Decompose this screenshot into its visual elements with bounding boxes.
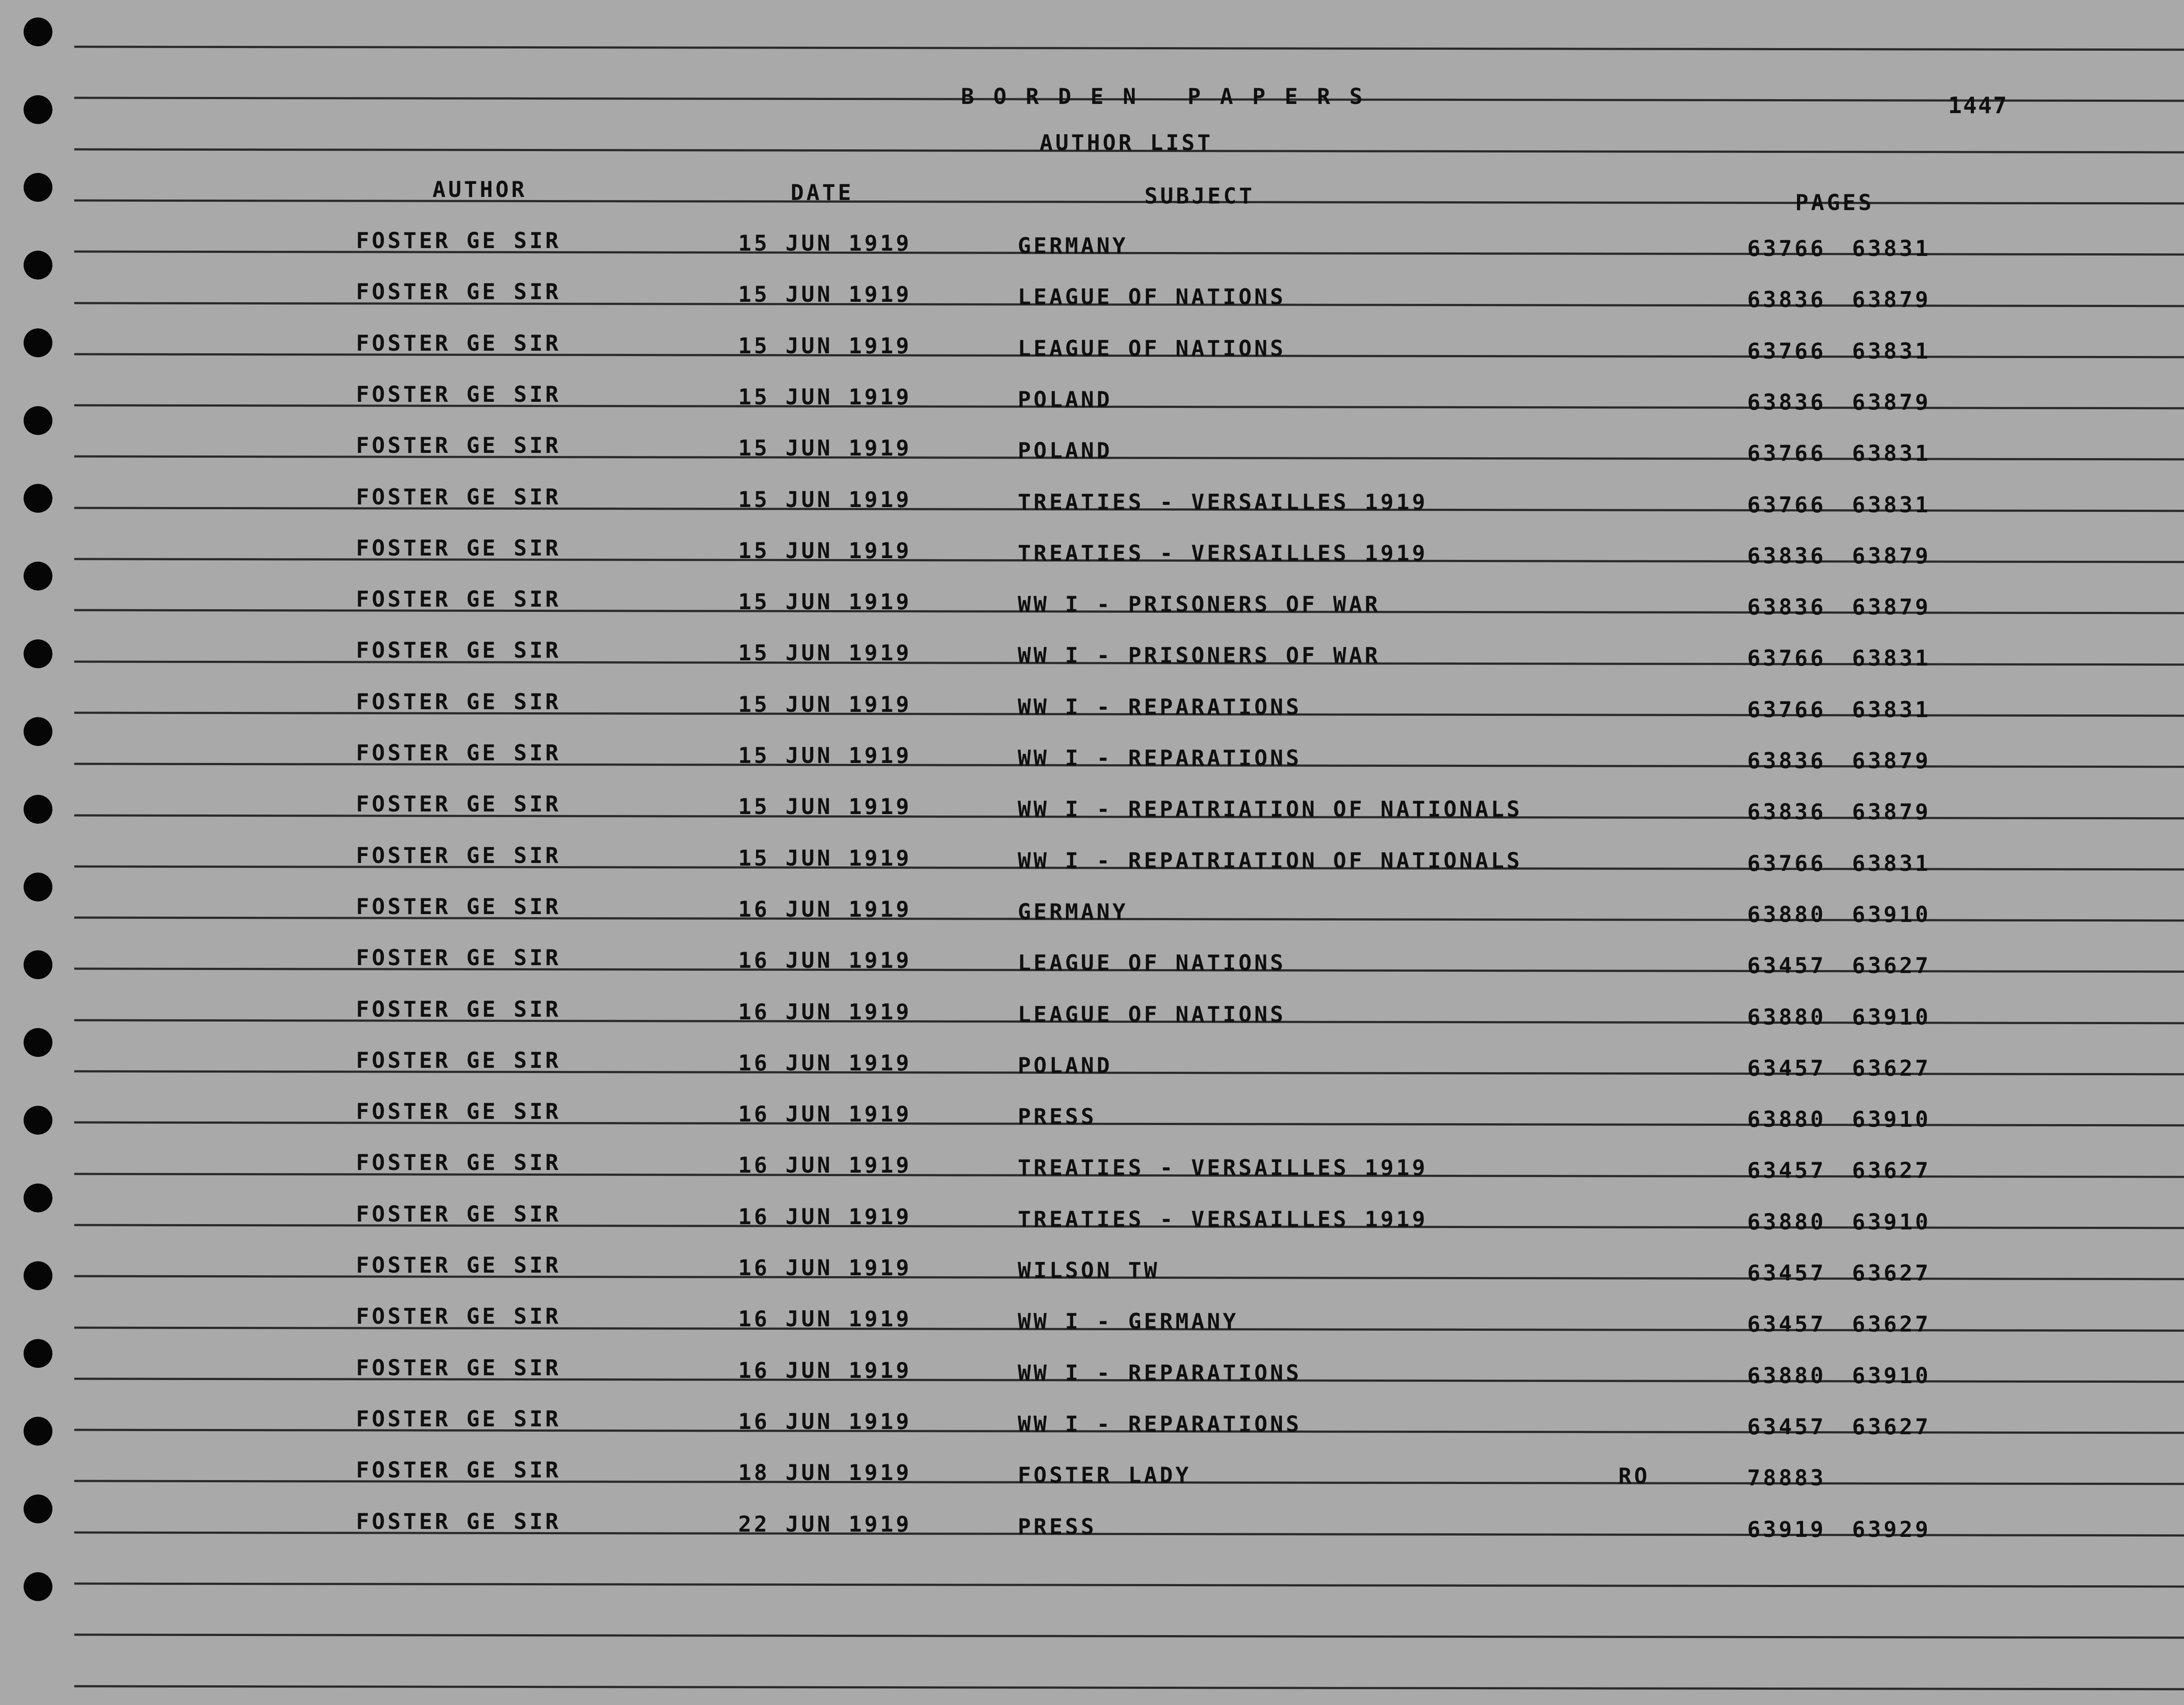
page-to-cell: 63627 [1852,1414,1931,1439]
page-to-cell: 63627 [1852,1158,1931,1183]
date-cell: 15 JUN 1919 [738,333,912,359]
date-cell: 16 JUN 1919 [738,999,912,1025]
subject-cell: TREATIES - VERSAILLES 1919 [1018,490,1428,515]
date-cell: 16 JUN 1919 [738,1153,912,1178]
subject-cell: FOSTER LADY [1018,1463,1192,1488]
subject-cell: WW I - GERMANY [1018,1309,1239,1334]
subject-cell: TREATIES - VERSAILLES 1919 [1018,1207,1428,1232]
date-cell: 22 JUN 1919 [738,1512,912,1537]
subject-cell: LEAGUE OF NATIONS [1018,336,1286,361]
page-from-cell: 63836 [1747,543,1826,569]
subject-cell: TREATIES - VERSAILLES 1919 [1018,541,1428,566]
author-cell: FOSTER GE SIR [356,1099,561,1124]
column-header-subject: SUBJECT [1144,183,1255,209]
subject-cell: PRESS [1018,1104,1097,1129]
author-cell: FOSTER GE SIR [356,433,561,458]
author-cell: FOSTER GE SIR [356,894,561,919]
date-cell: 16 JUN 1919 [738,1204,912,1229]
ruled-line [74,1583,2184,1588]
date-cell: 15 JUN 1919 [738,435,912,461]
author-cell: FOSTER GE SIR [356,1406,561,1432]
date-cell: 16 JUN 1919 [738,948,912,973]
date-cell: 15 JUN 1919 [738,589,912,614]
page-to-cell: 63831 [1852,441,1931,466]
author-cell: FOSTER GE SIR [356,689,561,714]
page-to-cell: 63831 [1852,645,1931,671]
date-cell: 16 JUN 1919 [738,897,912,922]
date-cell: 15 JUN 1919 [738,640,912,666]
page-to-cell: 63831 [1852,851,1931,876]
author-cell: FOSTER GE SIR [356,791,561,817]
page-from-cell: 63457 [1747,1312,1826,1337]
author-cell: FOSTER GE SIR [356,1150,561,1175]
subject-cell: GERMANY [1018,899,1128,925]
subject-cell: TREATIES - VERSAILLES 1919 [1018,1155,1428,1180]
author-cell: FOSTER GE SIR [356,1253,561,1278]
page-from-cell: 63836 [1747,390,1826,415]
page-from-cell: 63836 [1747,287,1826,312]
page-to-cell: 63929 [1852,1517,1931,1542]
page-from-cell: 63880 [1747,902,1826,927]
page-to-cell: 63910 [1852,1209,1931,1235]
page-to-cell: 63910 [1852,902,1931,927]
date-cell: 15 JUN 1919 [738,538,912,563]
page-to-cell: 63627 [1852,953,1931,978]
author-cell: FOSTER GE SIR [356,535,561,561]
date-cell: 16 JUN 1919 [738,1306,912,1332]
page-to-cell: 63831 [1852,697,1931,722]
author-cell: FOSTER GE SIR [356,1048,561,1073]
author-cell: FOSTER GE SIR [356,331,561,356]
author-cell: FOSTER GE SIR [356,1201,561,1227]
page-from-cell: 63880 [1747,1004,1826,1030]
list-title: AUTHOR LIST [1040,130,1213,155]
author-cell: FOSTER GE SIR [356,1304,561,1329]
page-from-cell: 63880 [1747,1107,1826,1132]
author-cell: FOSTER GE SIR [356,1355,561,1381]
date-cell: 16 JUN 1919 [738,1358,912,1383]
page-from-cell: 63457 [1747,1158,1826,1183]
document-title: BORDEN PAPERS [961,84,1382,109]
author-cell: FOSTER GE SIR [356,945,561,970]
subject-cell: GERMANY [1018,233,1128,259]
author-cell: FOSTER GE SIR [356,228,561,253]
subject-cell: WW I - PRISONERS OF WAR [1018,592,1381,617]
subject-cell: WW I - REPARATIONS [1018,1412,1302,1437]
date-cell: 16 JUN 1919 [738,1255,912,1280]
page-from-cell: 63457 [1747,953,1826,978]
page-from-cell: 63836 [1747,594,1826,620]
page-from-cell: 63766 [1747,236,1826,261]
page-to-cell: 63831 [1852,236,1931,261]
page-to-cell: 63831 [1852,338,1931,364]
subject-cell: WW I - REPATRIATION OF NATIONALS [1018,797,1523,822]
subject-cell: WW I - REPARATIONS [1018,694,1302,720]
page-to-cell: 63627 [1852,1260,1931,1286]
subject-cell: POLAND [1018,438,1113,463]
page-to-cell: 63879 [1852,799,1931,825]
date-cell: 15 JUN 1919 [738,794,912,819]
date-cell: 15 JUN 1919 [738,384,912,410]
page-from-cell: 63457 [1747,1056,1826,1081]
date-cell: 18 JUN 1919 [738,1460,912,1485]
page-to-cell: 63910 [1852,1107,1931,1132]
page-to-cell: 63910 [1852,1363,1931,1388]
author-cell: FOSTER GE SIR [356,740,561,766]
date-cell: 16 JUN 1919 [738,1409,912,1434]
author-cell: FOSTER GE SIR [356,484,561,510]
date-cell: 15 JUN 1919 [738,487,912,512]
page-from-cell: 63836 [1747,799,1826,825]
subject-cell: WW I - REPARATIONS [1018,1360,1302,1386]
page-from-cell: 63457 [1747,1414,1826,1439]
page-to-cell: 63831 [1852,492,1931,518]
author-cell: FOSTER GE SIR [356,279,561,304]
code-cell: RO [1618,1463,1650,1489]
page-to-cell: 63879 [1852,543,1931,569]
subject-cell: WW I - REPATRIATION OF NATIONALS [1018,848,1523,873]
ruled-line [74,1685,2184,1691]
date-cell: 15 JUN 1919 [738,231,912,256]
author-cell: FOSTER GE SIR [356,587,561,612]
date-cell: 15 JUN 1919 [738,692,912,717]
subject-cell: LEAGUE OF NATIONS [1018,1002,1286,1027]
page-to-cell: 63627 [1852,1056,1931,1081]
author-cell: FOSTER GE SIR [356,1509,561,1534]
page-from-cell: 63766 [1747,492,1826,518]
ruled-line [74,1634,2184,1639]
date-cell: 16 JUN 1919 [738,1101,912,1127]
author-cell: FOSTER GE SIR [356,1457,561,1483]
page-to-cell: 63910 [1852,1004,1931,1030]
subject-cell: PRESS [1018,1514,1097,1539]
column-header-author: AUTHOR [432,177,527,202]
subject-cell: POLAND [1018,387,1113,412]
date-cell: 16 JUN 1919 [738,1050,912,1076]
page-from-cell: 78883 [1747,1465,1826,1491]
column-header-pages: PAGES [1795,190,1874,215]
author-cell: FOSTER GE SIR [356,382,561,407]
date-cell: 15 JUN 1919 [738,846,912,871]
subject-cell: WW I - PRISONERS OF WAR [1018,643,1381,668]
date-cell: 15 JUN 1919 [738,743,912,768]
page-from-cell: 63836 [1747,748,1826,773]
column-header-date: DATE [791,180,854,205]
subject-cell: WW I - REPARATIONS [1018,746,1302,771]
subject-cell: LEAGUE OF NATIONS [1018,284,1286,310]
page-from-cell: 63766 [1747,645,1826,671]
author-cell: FOSTER GE SIR [356,843,561,868]
page-to-cell: 63879 [1852,287,1931,312]
page-from-cell: 63880 [1747,1363,1826,1388]
page-from-cell: 63766 [1747,697,1826,722]
page-from-cell: 63919 [1747,1517,1826,1542]
ruled-line [74,46,2184,51]
page-number: 1447 [1948,93,2008,119]
page-to-cell: 63879 [1852,748,1931,773]
page-to-cell: 63879 [1852,390,1931,415]
author-cell: FOSTER GE SIR [356,997,561,1022]
subject-cell: LEAGUE OF NATIONS [1018,950,1286,976]
page-to-cell: 63879 [1852,594,1931,620]
page-from-cell: 63880 [1747,1209,1826,1235]
subject-cell: WILSON TW [1018,1258,1160,1283]
author-cell: FOSTER GE SIR [356,638,561,663]
page-from-cell: 63766 [1747,441,1826,466]
page-to-cell: 63627 [1852,1312,1931,1337]
subject-cell: POLAND [1018,1053,1113,1078]
page-from-cell: 63766 [1747,851,1826,876]
page-from-cell: 63457 [1747,1260,1826,1286]
page-from-cell: 63766 [1747,338,1826,364]
date-cell: 15 JUN 1919 [738,282,912,307]
